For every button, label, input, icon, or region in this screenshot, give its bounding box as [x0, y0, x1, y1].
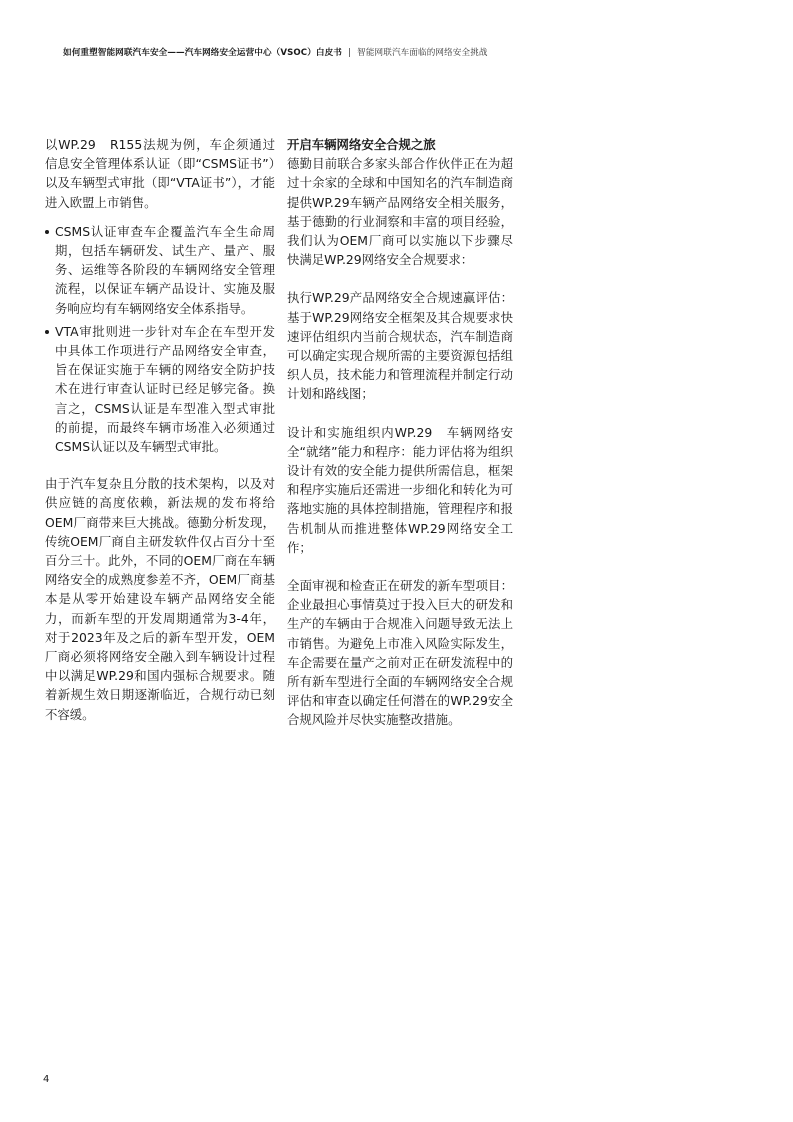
bullet-list: [45, 222, 275, 456]
step-paragraph-assessment: 执行WP.29产品网络安全合规速赢评估：基于WP.29网络安全框架及其合规要求快速评估组织内当前合规状态，汽车制造商可以确定实现合规所需的主要资源包括组织人员，技术能力和管理流程并制定行动计划和路线图；: [287, 290, 513, 402]
right-column: [287, 135, 513, 730]
running-header: [63, 46, 763, 58]
intro-paragraph: 以WP.29 R155法规为例，车企须通过信息安全管理体系认证（即“CSMS证书”）以及车辆型式审批（即“VTA证书”），才能进入欧盟上市销售。: [45, 137, 275, 210]
left-column: [45, 135, 275, 724]
header-separator: |: [348, 48, 352, 58]
bullet-item-vta: VTA审批则进一步针对车企在车型开发中具体工作项进行产品网络安全审查，旨在保证实施于车辆的网络安全防护技术在进行审查认证时已经足够完备。换言之，CSMS认证是车型准入型式审批的前提，而最终车辆市场准入必须通过CSMS认证以及车辆型式审批。: [45, 322, 275, 456]
bullet-item-csms: CSMS认证审查车企覆盖汽车全生命周期，包括车辆研发、试生产、量产、服务、运维等各阶段的车辆网络安全管理流程，以保证车辆产品设计、实施及服务响应均有车辆网络安全体系指导。: [45, 222, 275, 318]
section-heading: 开启车辆网络安全合规之旅: [287, 137, 436, 152]
page-number: 4: [43, 1074, 50, 1085]
right-intro-paragraph: 德勤目前联合多家头部合作伙伴正在为超过十余家的全球和中国知名的汽车制造商提供WP.29车辆产品网络安全相关服务，基于德勤的行业洞察和丰富的项目经验，我们认为OEM厂商可以实施以下步骤尽快满足WP.29网络安全合规要求：: [287, 156, 513, 268]
step-paragraph-review: 全面审视和检查正在研发的新车型项目：企业最担心事情莫过于投入巨大的研发和生产的车辆由于合规准入问题导致无法上市销售。为避免上市准入风险实际发生，车企需要在量产之前对正在研发流程中的所有新车型进行全面的车辆网络安全合规评估和审查以确定任何潜在的WP.29安全合规风险并尽快实施整改措施。: [287, 578, 513, 728]
document-title: 如何重塑智能网联汽车安全——汽车网络安全运营中心（VSOC）白皮书: [63, 48, 342, 58]
section-name: 智能网联汽车面临的网络安全挑战: [357, 48, 488, 58]
step-paragraph-capability: 设计和实施组织内WP.29 车辆网络安全“就绪”能力和程序：能力评估将为组织设计有效的安全能力提供所需信息，框架和程序实施后还需进一步细化和转化为可落地实施的具体控制措施，管理程序和报告机制从而推进整体WP.29网络安全工作；: [287, 424, 513, 555]
closing-paragraph: 由于汽车复杂且分散的技术架构，以及对供应链的高度依赖，新法规的发布将给OEM厂商带来巨大挑战。德勤分析发现，传统OEM厂商自主研发软件仅占百分十至百分三十。此外，不同的OEM厂商在车辆网络安全的成熟度参差不齐，OEM厂商基本是从零开始建设车辆产品网络安全能力，而新车型的开发周期通常为3-4年，对于2023年及之后的新车型开发，OEM厂商必须将网络安全融入到车辆设计过程中以满足WP.29和国内强标合规要求。随着新规生效日期逐渐临近，合规行动已刻不容缓。: [45, 476, 275, 722]
